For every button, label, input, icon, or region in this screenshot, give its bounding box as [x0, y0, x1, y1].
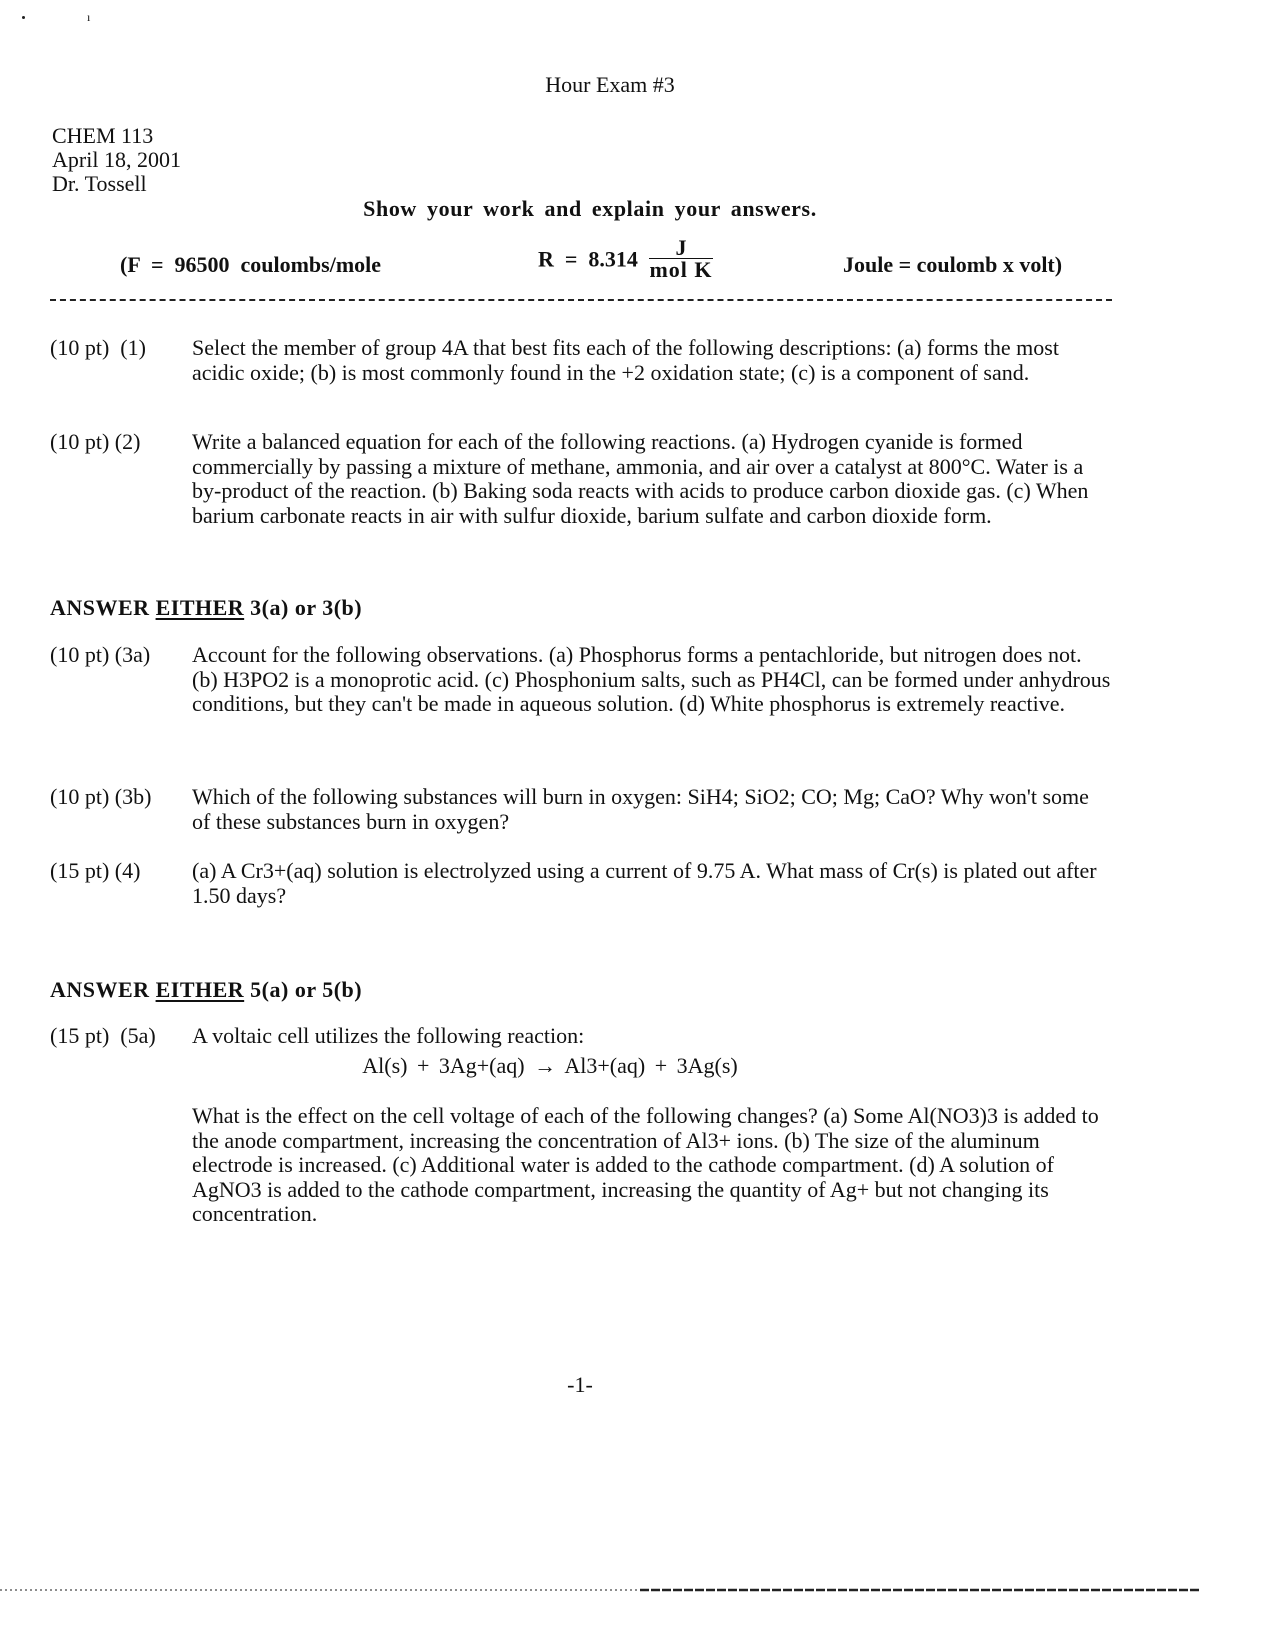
- faraday-constant: (F = 96500 coulombs/mole: [120, 252, 382, 277]
- q3b-text: Which of the following substances will burn in oxygen: SiH4; SiO2; CO; Mg; CaO? Why won't some of these substances burn in oxygen?: [192, 784, 1089, 834]
- section-3-choice: 3(a) or 3(b): [250, 595, 363, 620]
- gas-constant-value: R = 8.314: [538, 246, 638, 272]
- q2-text: Write a balanced equation for each of the following reactions. (a) Hydrogen cyanide is formed commercially by passing a mixture of methane, ammonia, and air over a catalyst at 800°C. Water is a by-product of the reaction. (b) Baking soda reacts with acids to produce carbon dioxide gas. (c) When barium carbonate reacts in air with sulfur dioxide, barium sulfate and carbon dioxide form.: [192, 429, 1089, 528]
- joule-definition: Joule = coulomb x volt): [843, 252, 1063, 277]
- q3b-points: (10 pt) (3b): [50, 784, 152, 809]
- q5a-equation: Al(s) + 3Ag+(aq) → Al3+(aq) + 3Ag(s): [362, 1053, 738, 1078]
- scan-speck: ı: [87, 10, 91, 24]
- course-code: CHEM 113: [52, 123, 154, 148]
- section-5-either: EITHER: [155, 977, 245, 1002]
- q5a-points: (15 pt) (5a): [50, 1023, 156, 1048]
- q5a-text: What is the effect on the cell voltage of each of the following changes? (a) Some Al(NO3)3 is added to the anode compartment, increasing the concentration of Al3+ ions. (b) The size of the aluminum electrode is increased. (c) Additional water is added to the cathode compartment. (d) A solution of AgNO3 is added to the cathode compartment, increasing the quantity of Ag+ but not changing its concentration.: [192, 1103, 1099, 1226]
- q3a-points: (10 pt) (3a): [50, 642, 151, 667]
- q1-points: (10 pt) (1): [50, 335, 146, 360]
- exam-title: Hour Exam #3: [545, 72, 675, 97]
- page-number: -1-: [567, 1372, 593, 1397]
- unit-numerator: J: [649, 238, 712, 259]
- scan-noise-line: [0, 1586, 1280, 1594]
- exam-date: April 18, 2001: [52, 147, 181, 172]
- q4-points: (15 pt) (4): [50, 858, 141, 883]
- instructions: Show your work and explain your answers.: [363, 196, 817, 221]
- gas-constant: [538, 235, 713, 282]
- section-5-heading: [50, 977, 362, 1003]
- section-5-choice: 5(a) or 5(b): [250, 977, 363, 1002]
- q4-text: (a) A Cr3+(aq) solution is electrolyzed using a current of 9.75 A. What mass of Cr(s) is plated out after 1.50 days?: [192, 858, 1097, 908]
- q5a-intro: A voltaic cell utilizes the following reaction:: [192, 1023, 585, 1048]
- section-5-answer: ANSWER: [50, 977, 150, 1002]
- gas-constant-unit: [649, 235, 713, 282]
- instructor-name: Dr. Tossell: [52, 171, 147, 196]
- scan-speck: [22, 16, 25, 19]
- course-header: [52, 124, 181, 196]
- section-3-either: EITHER: [155, 595, 245, 620]
- section-3-answer: ANSWER: [50, 595, 150, 620]
- q1-text: Select the member of group 4A that best fits each of the following descriptions: (a) forms the most acidic oxide; (b) is most commonly found in the +2 oxidation state; (c) is a component of sand.: [192, 335, 1059, 385]
- q3a-text: Account for the following observations. (a) Phosphorus forms a pentachloride, but nitrogen does not. (b) H3PO2 is a monoprotic acid. (c) Phosphonium salts, such as PH4Cl, can be formed under anhydrous conditions, but they can't be made in aqueous solution. (d) White phosphorus is extremely reactive.: [192, 642, 1111, 716]
- separator-line: [50, 299, 1112, 301]
- q2-points: (10 pt) (2): [50, 429, 141, 454]
- unit-denominator: mol K: [649, 257, 713, 282]
- section-3-heading: [50, 595, 362, 621]
